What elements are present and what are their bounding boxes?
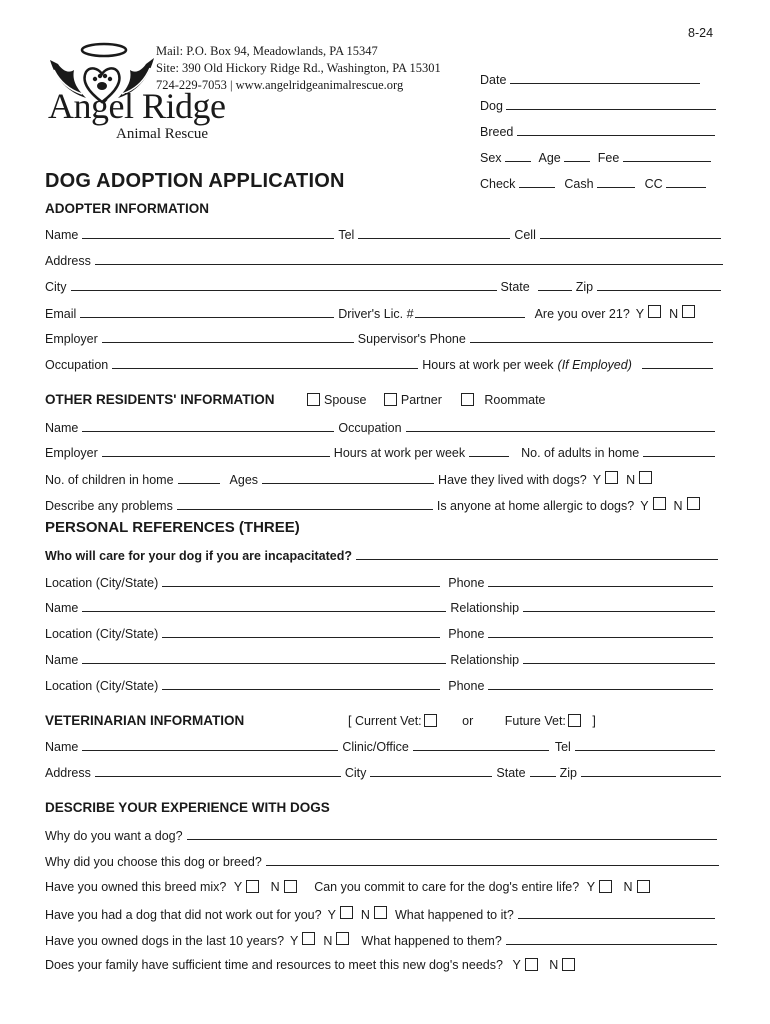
office-payment-row	[480, 176, 706, 191]
care-label: Who will care for your dog if you are incapacitated?	[45, 549, 352, 563]
reference-location-row-2	[45, 626, 717, 641]
adopter-zip-label: Zip	[575, 280, 594, 294]
date-field[interactable]	[510, 72, 700, 84]
over21-yes-label: Y	[635, 307, 645, 321]
office-sex-row	[480, 150, 711, 165]
resident-hours-field[interactable]	[469, 445, 509, 457]
owned-breed-yes-label: Y	[233, 880, 243, 894]
office-date-row	[480, 72, 700, 87]
over21-label: Are you over 21?	[534, 307, 630, 321]
why-want-label: Why do you want a dog?	[45, 829, 183, 843]
supervisor-phone-field[interactable]	[470, 331, 713, 343]
did-not-work-row	[45, 906, 719, 922]
resident-employer-field[interactable]	[102, 445, 330, 457]
owned-10-label: Have you owned dogs in the last 10 years?	[45, 934, 285, 948]
sufficient-yes-label: Y	[512, 958, 521, 972]
office-breed-row	[480, 124, 715, 139]
reference-phone-field[interactable]	[488, 626, 713, 638]
roommate-checkbox[interactable]	[461, 393, 474, 406]
spouse-checkbox[interactable]	[307, 393, 320, 406]
adopter-tel-field[interactable]	[358, 227, 510, 239]
why-choose-field[interactable]	[266, 854, 719, 866]
reference-location-row-3	[45, 678, 717, 693]
children-label: No. of children in home	[45, 473, 174, 487]
adopter-employer-label: Employer	[45, 332, 98, 346]
adopter-address-label: Address	[45, 254, 91, 268]
logo-name: Angel Ridge	[48, 86, 226, 126]
breed-field[interactable]	[517, 124, 715, 136]
owned-breed-row	[45, 880, 650, 894]
vet-bracket-close: ]	[592, 714, 596, 728]
ages-label: Ages	[229, 473, 259, 487]
children-field[interactable]	[178, 472, 220, 484]
roommate-label: Roommate	[484, 393, 546, 407]
partner-checkbox[interactable]	[384, 393, 397, 406]
age-label: Age	[538, 151, 561, 165]
vet-address-label: Address	[45, 766, 91, 780]
drivers-lic-label: Driver's Lic. #	[338, 307, 414, 321]
vet-tel-field[interactable]	[575, 739, 715, 751]
vet-address-row	[45, 765, 725, 780]
adopter-employer-field[interactable]	[102, 331, 354, 343]
why-want-row	[45, 828, 721, 843]
resident-name-row	[45, 420, 719, 435]
owned-breed-label: Have you owned this breed mix?	[45, 880, 227, 894]
reference-phone-field[interactable]	[488, 575, 713, 587]
lived-dogs-no-checkbox[interactable]	[639, 471, 652, 484]
reference-relationship-field[interactable]	[523, 600, 715, 612]
reference-name-row-1	[45, 600, 719, 615]
adopter-name-field[interactable]	[82, 227, 334, 239]
owned-10-yes-checkbox[interactable]	[302, 932, 315, 945]
owned-breed-no-checkbox[interactable]	[284, 880, 297, 893]
if-employed-label: (If Employed)	[557, 358, 632, 372]
adopter-occupation-row	[45, 357, 717, 372]
sufficient-row	[45, 958, 575, 972]
lived-dogs-no-label: N	[626, 473, 636, 487]
vet-address-field[interactable]	[95, 765, 341, 777]
sex-label: Sex	[480, 151, 502, 165]
lived-dogs-yes-label: Y	[592, 473, 602, 487]
reference-name-label: Name	[45, 653, 79, 667]
adopter-occupation-label: Occupation	[45, 358, 109, 372]
reference-name-label: Name	[45, 601, 79, 615]
owned-10-no-label: N	[323, 934, 333, 948]
references-heading: PERSONAL REFERENCES (THREE)	[45, 519, 300, 536]
owned-breed-yes-checkbox[interactable]	[246, 880, 259, 893]
future-vet-checkbox[interactable]	[568, 714, 581, 727]
allergic-yes-label: Y	[640, 499, 649, 513]
reference-relationship-label: Relationship	[450, 601, 520, 615]
resident-occupation-field[interactable]	[406, 420, 715, 432]
vet-city-label: City	[344, 766, 367, 780]
reference-location-field[interactable]	[162, 626, 440, 638]
cc-label: CC	[644, 177, 663, 191]
reference-phone-field[interactable]	[488, 678, 713, 690]
dog-label: Dog	[480, 99, 503, 113]
site-address: Site: 390 Old Hickory Ridge Rd., Washington, PA 15301	[156, 61, 441, 75]
mail-address: Mail: P.O. Box 94, Meadowlands, PA 15347	[156, 44, 378, 58]
did-not-work-no-checkbox[interactable]	[374, 906, 387, 919]
reference-name-row-2	[45, 652, 719, 667]
what-happened-it-field[interactable]	[518, 907, 715, 919]
reference-location-row-1	[45, 575, 717, 590]
vet-type-options	[348, 714, 596, 728]
vet-heading: VETERINARIAN INFORMATION	[45, 713, 245, 728]
resident-employer-row	[45, 445, 719, 460]
vet-or-label: or	[462, 714, 474, 728]
commit-yes-checkbox[interactable]	[599, 880, 612, 893]
sufficient-label: Does your family have sufficient time and resources to meet this new dog's needs?	[45, 958, 503, 972]
allergic-no-checkbox[interactable]	[687, 497, 700, 510]
vet-tel-label: Tel	[554, 740, 571, 754]
vet-state-label: State	[496, 766, 526, 780]
ages-field[interactable]	[262, 472, 434, 484]
residents-heading: OTHER RESIDENTS' INFORMATION	[45, 392, 275, 407]
resident-type-options	[307, 393, 546, 407]
care-field[interactable]	[356, 548, 718, 560]
adopter-name-label: Name	[45, 228, 79, 242]
commit-no-label: N	[623, 880, 633, 894]
reference-location-label: Location (City/State)	[45, 576, 159, 590]
vet-state-field[interactable]	[530, 765, 556, 777]
problems-label: Describe any problems	[45, 499, 173, 513]
what-happened-it-label: What happened to it?	[394, 908, 514, 922]
experience-heading: DESCRIBE YOUR EXPERIENCE WITH DOGS	[45, 800, 330, 815]
adopter-occupation-field[interactable]	[112, 357, 418, 369]
document-number: 8-24	[688, 26, 714, 40]
adopter-state-label: State	[500, 280, 530, 294]
reference-relationship-field[interactable]	[523, 652, 715, 664]
adopter-heading: ADOPTER INFORMATION	[45, 201, 209, 216]
over21-yes-checkbox[interactable]	[648, 305, 661, 318]
adopter-city-label: City	[45, 280, 67, 294]
current-vet-checkbox[interactable]	[424, 714, 437, 727]
commit-no-checkbox[interactable]	[637, 880, 650, 893]
hours-work-field[interactable]	[642, 357, 713, 369]
resident-name-label: Name	[45, 421, 79, 435]
resident-problems-row	[45, 497, 725, 513]
adopter-email-row	[45, 305, 725, 321]
reference-location-field[interactable]	[162, 575, 440, 587]
cash-label: Cash	[564, 177, 594, 191]
sufficient-no-checkbox[interactable]	[562, 958, 575, 971]
reference-location-label: Location (City/State)	[45, 627, 159, 641]
check-label: Check	[480, 177, 516, 191]
vet-city-field[interactable]	[370, 765, 492, 777]
adopter-cell-label: Cell	[514, 228, 536, 242]
resident-hours-label: Hours at work per week	[333, 446, 466, 460]
page-title: DOG ADOPTION APPLICATION	[45, 170, 345, 192]
reference-relationship-label: Relationship	[450, 653, 520, 667]
cash-field[interactable]	[597, 176, 635, 188]
owned-10-yes-label: Y	[290, 934, 299, 948]
reference-location-label: Location (City/State)	[45, 679, 159, 693]
vet-name-label: Name	[45, 740, 79, 754]
partner-label: Partner	[400, 393, 442, 407]
did-not-work-label: Have you had a dog that did not work out for you?	[45, 908, 322, 922]
lived-dogs-label: Have they lived with dogs?	[438, 473, 587, 487]
what-happened-them-label: What happened to them?	[361, 934, 502, 948]
over21-no-label: N	[669, 307, 679, 321]
fee-label: Fee	[597, 151, 620, 165]
fee-field[interactable]	[623, 150, 711, 162]
reference-phone-label: Phone	[448, 627, 485, 641]
resident-occupation-label: Occupation	[338, 421, 402, 435]
allergic-yes-checkbox[interactable]	[653, 497, 666, 510]
over21-no-checkbox[interactable]	[682, 305, 695, 318]
why-want-field[interactable]	[187, 828, 717, 840]
what-happened-them-field[interactable]	[506, 933, 717, 945]
allergic-label: Is anyone at home allergic to dogs?	[436, 499, 635, 513]
adopter-cell-field[interactable]	[540, 227, 721, 239]
sufficient-yes-checkbox[interactable]	[525, 958, 538, 971]
spouse-label: Spouse	[324, 393, 367, 407]
age-field[interactable]	[564, 150, 590, 162]
sex-field[interactable]	[505, 150, 531, 162]
adopter-address-field[interactable]	[95, 253, 723, 265]
adopter-state-field[interactable]	[538, 279, 572, 291]
adopter-email-field[interactable]	[80, 306, 334, 318]
adopter-email-label: Email	[45, 307, 77, 321]
current-vet-label: [ Current Vet:	[348, 714, 422, 728]
office-dog-row	[480, 98, 716, 113]
hours-work-label: Hours at work per week	[422, 358, 554, 372]
supervisor-phone-label: Supervisor's Phone	[357, 332, 466, 346]
did-not-work-yes-label: Y	[327, 908, 336, 922]
resident-children-row	[45, 471, 717, 487]
contact-info: 724-229-7053 | www.angelridgeanimalrescue.org	[156, 78, 404, 92]
why-choose-label: Why did you choose this dog or breed?	[45, 855, 262, 869]
vet-clinic-label: Clinic/Office	[342, 740, 409, 754]
care-row	[45, 548, 722, 563]
logo-subtitle: Animal Rescue	[116, 126, 209, 142]
resident-name-field[interactable]	[82, 420, 334, 432]
resident-employer-label: Employer	[45, 446, 98, 460]
vet-zip-field[interactable]	[581, 765, 721, 777]
adopter-city-field[interactable]	[71, 279, 497, 291]
owned-breed-no-label: N	[270, 880, 280, 894]
sufficient-no-label: N	[549, 958, 559, 972]
reference-location-field[interactable]	[162, 678, 440, 690]
commit-yes-label: Y	[586, 880, 596, 894]
vet-name-field[interactable]	[82, 739, 338, 751]
adopter-city-row	[45, 279, 725, 294]
future-vet-label: Future Vet:	[504, 714, 566, 728]
adopter-zip-field[interactable]	[597, 279, 721, 291]
adopter-employer-row	[45, 331, 717, 346]
owned-10-no-checkbox[interactable]	[336, 932, 349, 945]
vet-name-row	[45, 739, 719, 754]
did-not-work-no-label: N	[360, 908, 370, 922]
drivers-lic-field[interactable]	[415, 306, 525, 318]
adopter-address-row	[45, 253, 727, 268]
adults-field[interactable]	[643, 445, 715, 457]
date-label: Date	[480, 73, 507, 87]
commit-label: Can you commit to care for the dog's entire life?	[314, 880, 580, 894]
vet-zip-label: Zip	[559, 766, 577, 780]
vet-clinic-field[interactable]	[413, 739, 549, 751]
reference-name-field[interactable]	[82, 652, 446, 664]
adults-label: No. of adults in home	[521, 446, 640, 460]
did-not-work-yes-checkbox[interactable]	[340, 906, 353, 919]
allergic-no-label: N	[673, 499, 683, 513]
reference-phone-label: Phone	[448, 679, 485, 693]
reference-phone-label: Phone	[448, 576, 485, 590]
owned-10-row	[45, 932, 721, 948]
dog-field[interactable]	[506, 98, 716, 110]
cc-field[interactable]	[666, 176, 706, 188]
reference-name-field[interactable]	[82, 600, 446, 612]
lived-dogs-yes-checkbox[interactable]	[605, 471, 618, 484]
adopter-name-row	[45, 227, 725, 242]
why-choose-row	[45, 854, 723, 869]
breed-label: Breed	[480, 125, 514, 139]
check-field[interactable]	[519, 176, 555, 188]
problems-field[interactable]	[177, 498, 433, 510]
adopter-tel-label: Tel	[338, 228, 355, 242]
